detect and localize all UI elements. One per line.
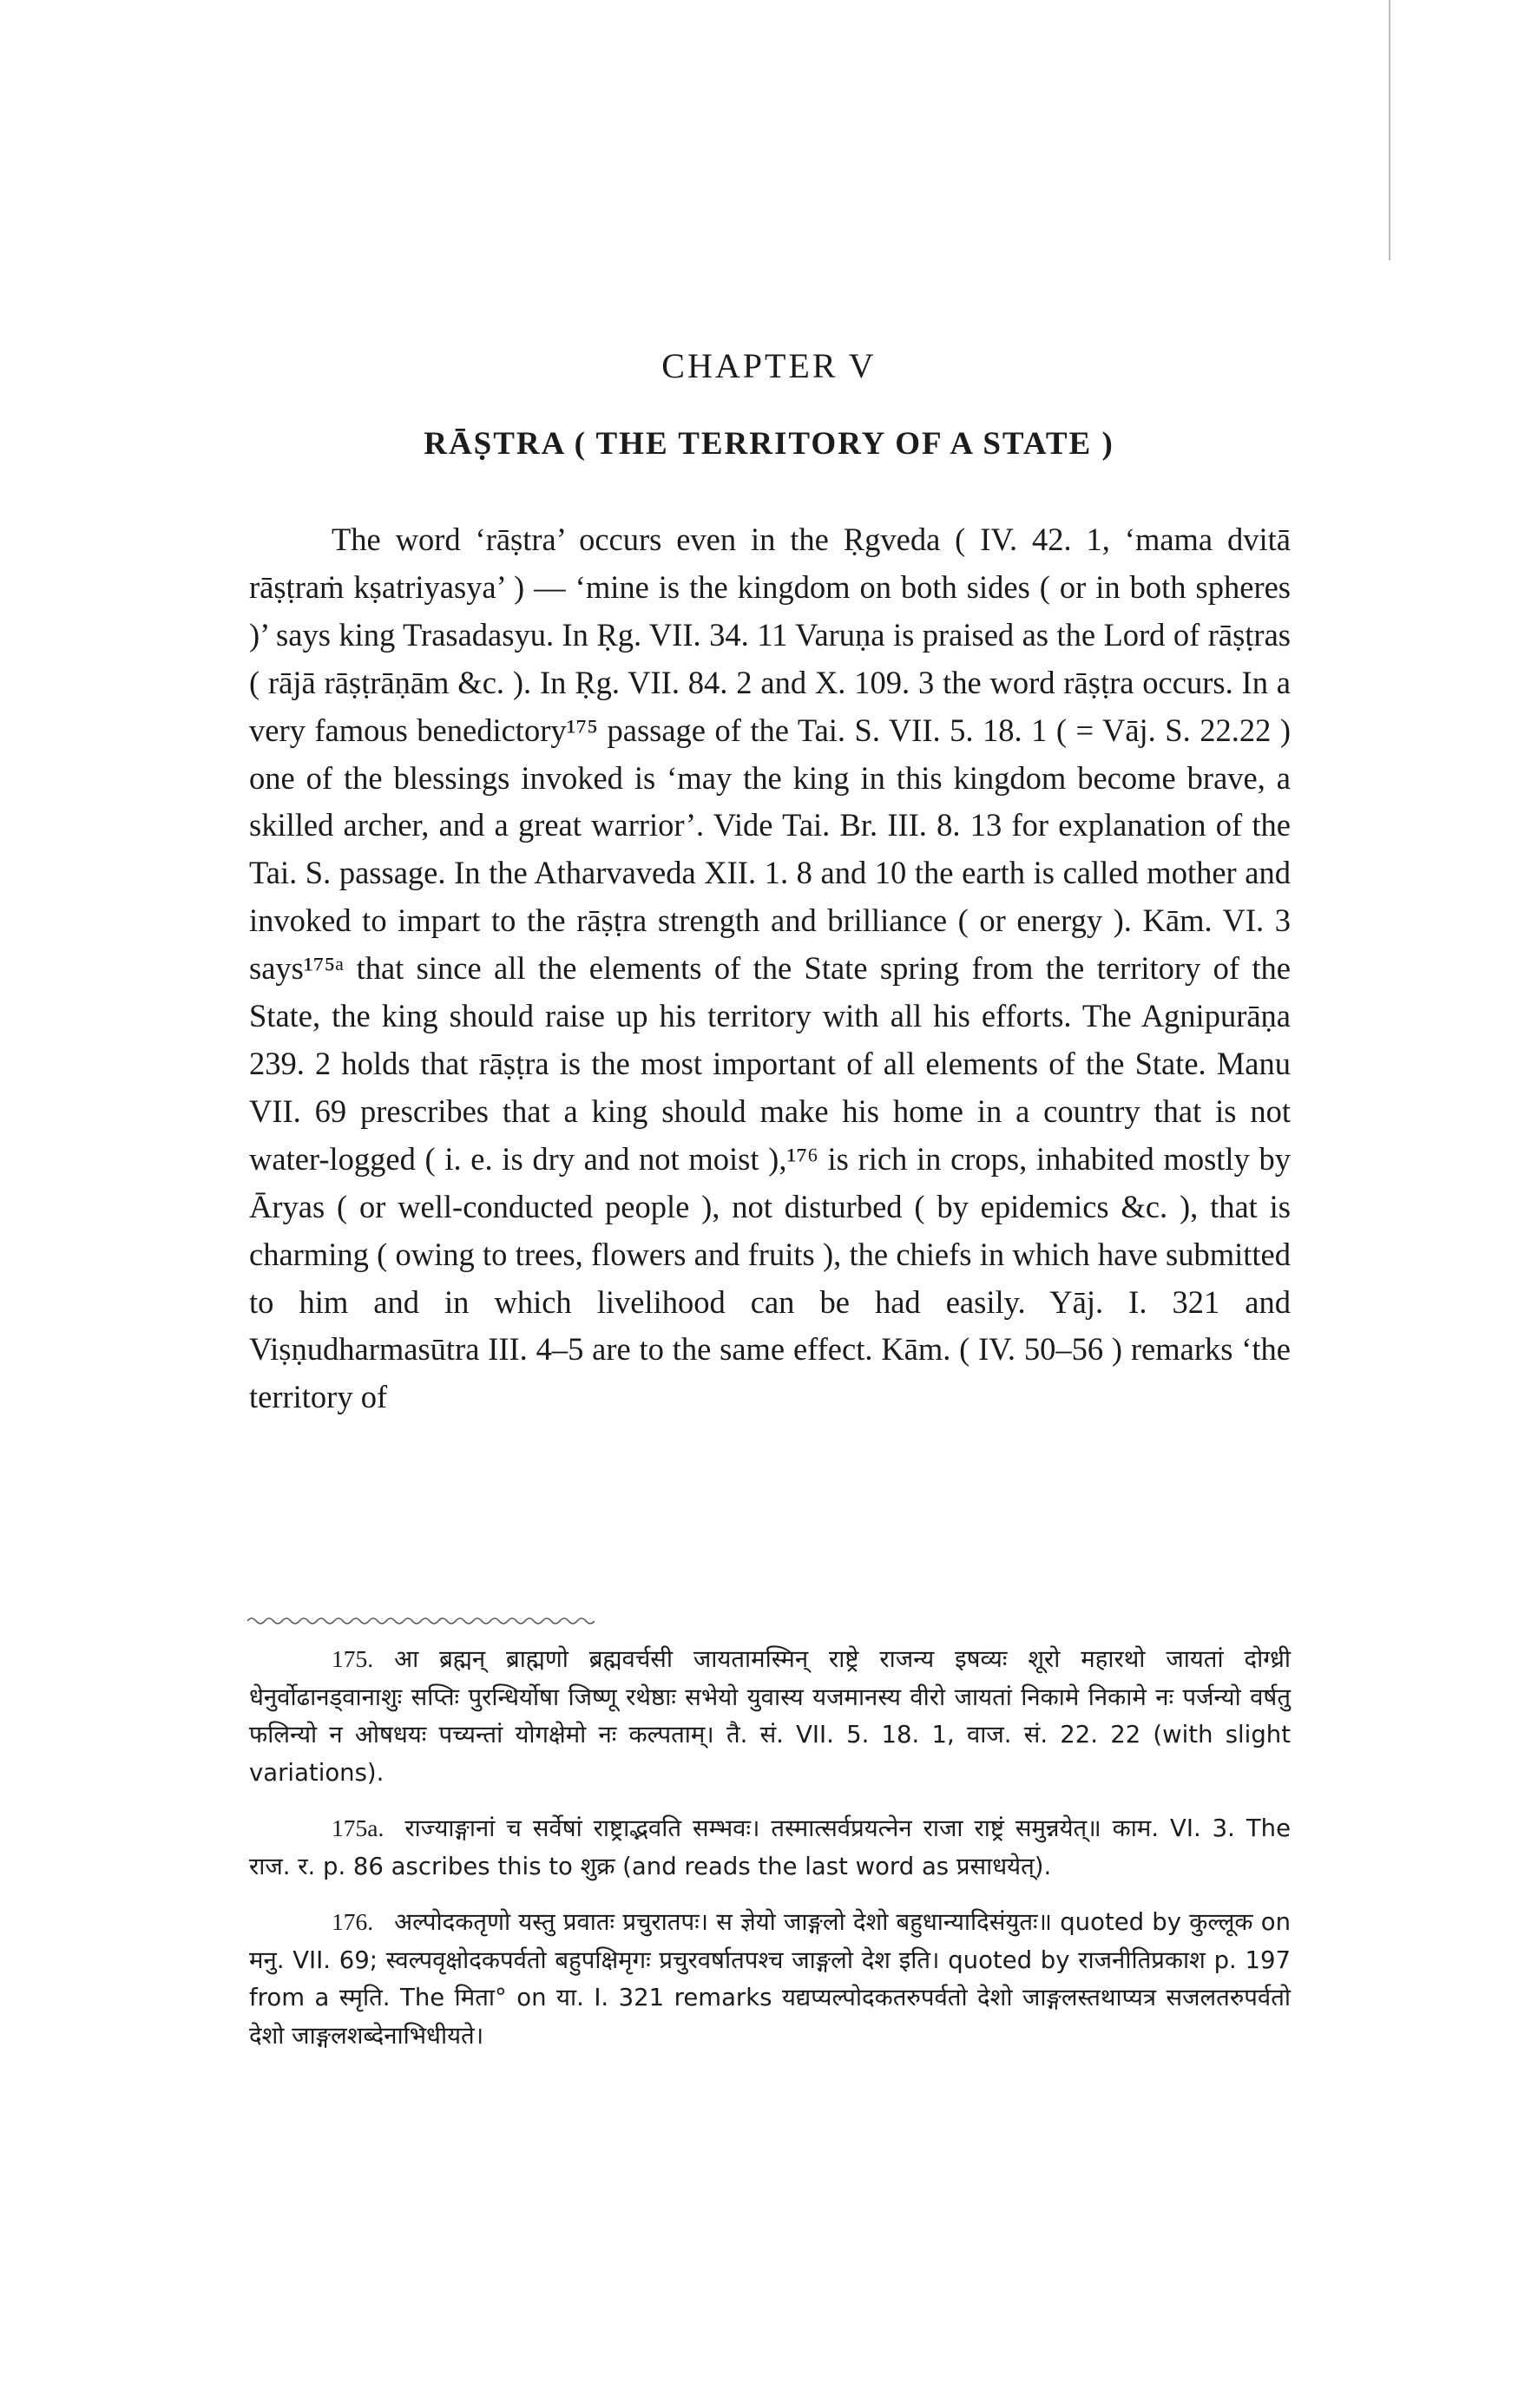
footnote-176 [249,1903,1291,2055]
footnote-number: 175a. [332,1814,384,1841]
footnotes [249,1640,1291,2072]
footnote-175 [249,1640,1291,1792]
footnote-175a [249,1809,1291,1886]
footnote-divider [247,1616,595,1626]
footnote-text: अल्पोदकतृणो यस्तु प्रवातः प्रचुरातपः। स ज्ञेयो जाङ्गलो देशो बहुधान्यादिसंयुतः॥ quoted by कुल्लूक on मनु. VII. 69; स्वल्पवृक्षोदकपर्वतो बहुपक्षिमृगः प्रचुरवर्षातपश्च जाङ्गलो देश इति। quoted by राजनीतिप्रकाश p. 197 from a स्मृति. The मिता° on या. I. 321 remarks यद्यप्यल्पोदकतरुपर्वतो देशो जाङ्गलस्तथाप्यत्र सजलतरुपर्वतो देशो जाङ्गलशब्देनाभिधीयते। [249,1908,1291,2050]
scan-margin-line [1389,0,1390,260]
footnote-text: राज्याङ्गानां च सर्वेषां राष्ट्राद्भवति सम्भवः। तस्मात्सर्वप्रयत्नेन राजा राष्ट्रं समुन्नयेत्॥ काम. VI. 3. The राज. र. p. 86 ascribes this to शुक्र (and reads the last word as प्रसाधयेत्). [249,1814,1291,1880]
chapter-title: CHAPTER V [661,346,877,385]
footnote-text: आ ब्रह्मन् ब्राह्मणो ब्रह्मवर्चसी जायतामस्मिन् राष्ट्रे राजन्य इषव्यः शूरो महारथो जायतां दोग्ध्री धेनुर्वोढानड्वानाशुः सप्तिः पुरन्धिर्योषा जिष्णू रथेष्ठाः सभेयो युवास्य यजमानस्य वीरो जायतां निकामे निकामे नः पर्जन्यो वर्षतु फलिन्यो न ओषधयः पच्यन्तां योगक्षेमो नः कल्पताम्। तै. सं. VII. 5. 18. 1, वाज. सं. 22. 22 (with slight variations). [249,1645,1291,1787]
chapter-subtitle: RĀṢTRA ( THE TERRITORY OF A STATE ) [424,426,1114,462]
body-paragraph: The word ‘rāṣtra’ occurs even in the Ṛgveda ( IV. 42. 1, ‘mama dvitā rāṣṭraṁ kṣatriyasya’ ) — ‘mine is the kingdom on both sides ( or in both spheres )’ says king Trasadasyu. In Ṛg. VII. 34. 11 Varuṇa is praised as the Lord of rāṣṭras ( rājā rāṣṭrāṇām &c. ). In Ṛg. VII. 84. 2 and X. 109. 3 the word rāṣṭra occurs. In a very famous benedictory¹⁷⁵ passage of the Tai. S. VII. 5. 18. 1 ( = Vāj. S. 22.22 ) one of the blessings invoked is ‘may the king in this kingdom become brave, a skilled archer, and a great warrior’. Vide Tai. Br. III. 8. 13 for explanation of the Tai. S. passage. In the Atharvaveda XII. 1. 8 and 10 the earth is called mother and invoked to impart to the rāṣṭra strength and brilliance ( or energy ). Kām. VI. 3 says¹⁷⁵ᵃ that since all the elements of the State spring from the territory of the State, the king should raise up his territory with all his efforts. The Agnipurāṇa 239. 2 holds that rāṣṭra is the most important of all elements of the State. Manu VII. 69 prescribes that a king should make his home in a country that is not water-logged ( i. e. is dry and not moist ),¹⁷⁶ is rich in crops, inhabited mostly by Āryas ( or well-conducted people ), not disturbed ( by epidemics &c. ), that is charming ( owing to trees, flowers and fruits ), the chiefs in which have submitted to him and in which livelihood can be had easily. Yāj. I. 321 and Viṣṇudharmasūtra III. 4–5 are to the same effect. Kām. ( IV. 50–56 ) remarks ‘the territory of [249,522,1291,1415]
footnote-number: 175. [332,1645,374,1672]
footnote-number: 176. [332,1908,374,1935]
